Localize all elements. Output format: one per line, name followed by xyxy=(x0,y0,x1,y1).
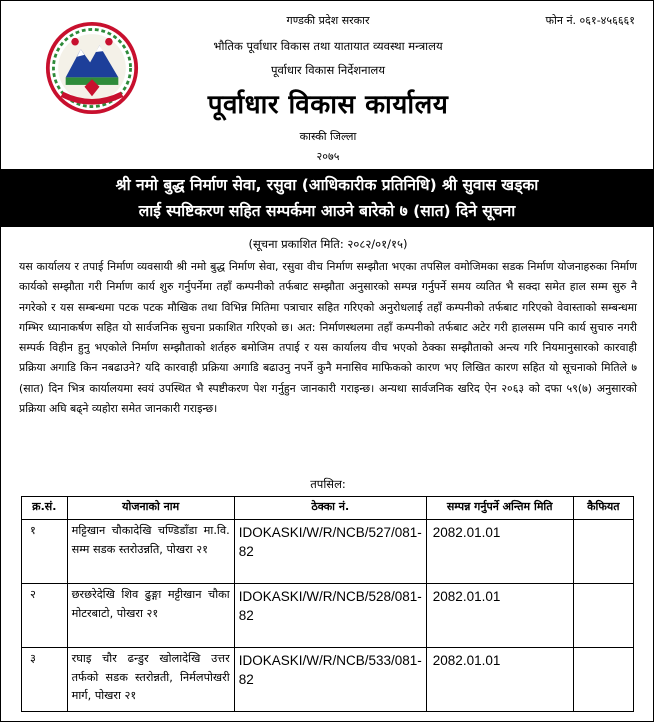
header-project-name: योजनाको नाम xyxy=(67,497,234,520)
directorate-name: पूर्वाधार विकास निर्देशनालय xyxy=(270,63,386,77)
row-serial: २ xyxy=(22,584,68,648)
header-contract-no: ठेक्का नं. xyxy=(234,497,426,520)
contracts-table xyxy=(21,496,634,712)
header-serial: क्र.सं. xyxy=(22,497,68,520)
publication-date: (सूचना प्रकाशित मिति: २०८२/०१/१५) xyxy=(248,237,408,251)
table-row xyxy=(22,648,634,712)
row-completion-date: 2082.01.01 xyxy=(426,648,573,712)
row-contract-no: IDOKASKI/W/R/NCB/533/081-82 xyxy=(234,648,426,712)
row-project-name: मट्टिखान चौकादेखि चण्डिडाँडा मा.वि. सम्म सडक स्तरोउन्नति, पोखरा २१ xyxy=(67,520,234,584)
row-remarks xyxy=(573,520,633,584)
table-header-row xyxy=(22,497,634,520)
row-completion-date: 2082.01.01 xyxy=(426,584,573,648)
row-serial: १ xyxy=(22,520,68,584)
schedule-heading: तपसिल: xyxy=(310,477,346,491)
row-serial: ३ xyxy=(22,648,68,712)
row-project-name: रघाइ चौर ढन्डुर खोलादेखि उत्तर तर्फको सडक स्तरोन्नती, निर्मलपोखरी मार्ग, पोखरा २१ xyxy=(67,648,234,712)
table-row xyxy=(22,520,634,584)
notice-title-line-2: लाई स्पष्टिकरण सहित सम्पर्कमा आउने बारेको ७ (सात) दिने सूचना xyxy=(138,202,516,220)
phone-number: फोन नं. ०६१-४५६६६१ xyxy=(545,14,635,27)
header-completion-date: सम्पन्न गर्नुपर्ने अन्तिम मिति xyxy=(426,497,573,520)
row-project-name: छरछरेदेखि शिव ढुङ्गा मट्टीखान चौका मोटरबाटो, पोखरा २१ xyxy=(67,584,234,648)
row-remarks xyxy=(573,584,633,648)
row-contract-no: IDOKASKI/W/R/NCB/528/081-82 xyxy=(234,584,426,648)
notice-title-banner xyxy=(1,169,653,227)
table-row xyxy=(22,584,634,648)
district-name: कास्की जिल्ला xyxy=(299,130,357,143)
notice-title-line-1: श्री नमो बुद्ध निर्माण सेवा, रसुवा (आधिकारीक प्रतिनिधि) श्री सुवास खड्का xyxy=(115,176,539,194)
ministry-name: भौतिक पूर्वाधार विकास तथा यातायात व्यवस्था मन्त्रालय xyxy=(213,39,443,53)
row-contract-no: IDOKASKI/W/R/NCB/527/081-82 xyxy=(234,520,426,584)
row-completion-date: 2082.01.01 xyxy=(426,520,573,584)
header-remarks: कैफियत xyxy=(573,497,633,520)
established-year: २०७५ xyxy=(316,150,340,163)
province-name: गण्डकी प्रदेश सरकार xyxy=(286,14,370,27)
notice-body: यस कार्यालय र तपाई निर्माण व्यवसायी श्री नमो बुद्ध निर्माण सेवा, रसुवा वीच निर्माण सम्झौता भएका तपसिल वमोजिमका सडक निर्माण योजनाहरुका निर्माण कार्यको सम्झौता गरी निर्माण कार्य शुरु गर्नुपर्नेमा तहाँ कम्पनीको तर्फबाट सम्झौता अनुसारको सम्पन्न गर्नुपर्ने समय व्यतित भै सक्दा समेत हाल सम्म सुरु नै नगरेको र यस सम्बन्धमा पटक पटक मौखिक तथा विभिन्न मितिमा पत्राचार सहित गरिएको अनुरोधलाई तहाँ कम्पनीको तर्फबाट गरिएको वेवास्ताको सम्बन्धमा गम्भिर ध्यानाकर्षण सहित यो सार्वजनिक सुचना प्रकाशित गरिएको छ। अत: निर्माणस्थलमा तहाँ कम्पनीको तर्फबाट अटेर गरी हालसम्म पनि कार्य सुचारु नगरी सम्पर्क विहीन हुनु भएकोले निर्माण सम्झौताको शर्तहरु बमोजिम तपाई र यस कार्यालय वीच भएको ठेक्का सम्झौताको अन्त्य गरि नियमानुसारको कारवाही प्रक्रिया अगाडि किन नबढाउने? यदि कारवाही प्रक्रिया अगाडि बढाउनु नपर्ने कुनै मनासिव माफिकको कारण भए लिखित कारण सहित यो सूचनाको मितिले ७ (सात) दिन भित्र कार्यालयमा स्वयं उपस्थित भै स्पष्टीकरण पेश गर्नुहुन जानकारी गराइन्छ। अन्यथा सार्वजनिक खरिद ऐन २०६३ को दफा ५९(७) अनुसारको प्रक्रिया अघि बढ्ने व्यहोरा समेत जानकारी गराइन्छ। xyxy=(19,260,637,416)
office-name: पूर्वाधार विकास कार्यालय xyxy=(207,90,449,120)
row-remarks xyxy=(573,648,633,712)
